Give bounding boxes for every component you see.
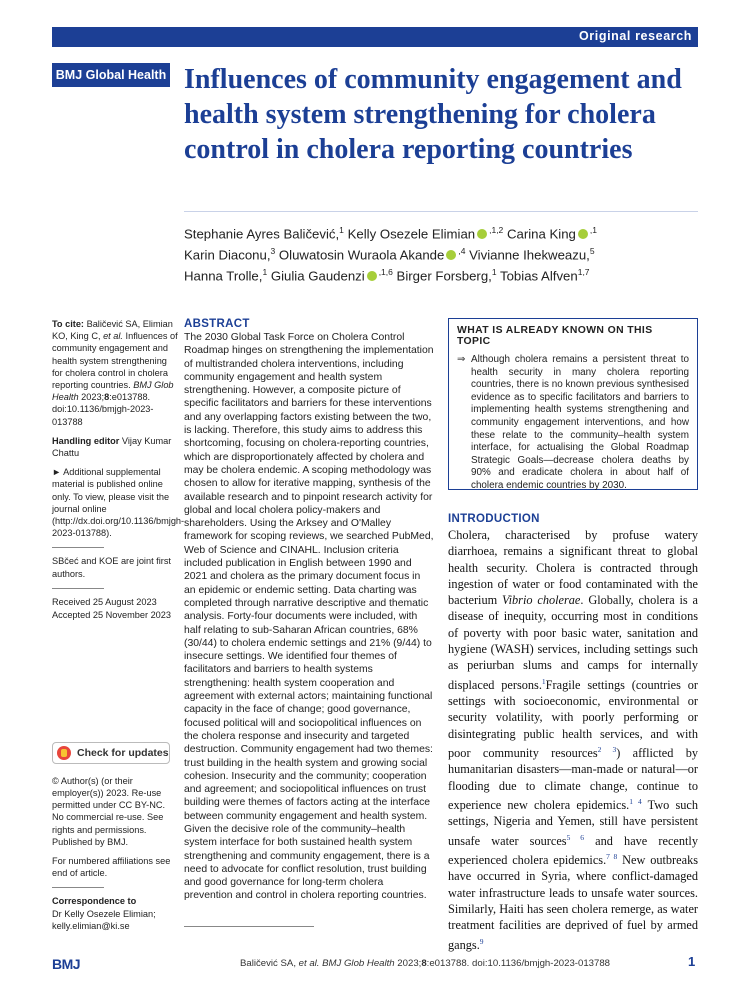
intro-text: Two such settings, Nigeria and Yemen, still have persistent unsafe water sources xyxy=(448,798,698,848)
handling-editor xyxy=(52,435,178,459)
article-title: Influences of community engagement and health system strengthening for cholera control in cholera reporting countries xyxy=(184,64,682,165)
affiliation-ref: 1,7 xyxy=(577,266,590,277)
intro-text: New outbreaks have occurred in Syria, where conflict-damaged water infrastructure leads to unsafe water sources. Similarly, Haiti has seen cholera remerge, as water treatment facilities are deprived of fuel by armed gangs. xyxy=(448,853,698,952)
cite-text-3: 2023; xyxy=(78,392,105,403)
cite-volume: 8 xyxy=(104,392,110,403)
author-name[interactable]: Kelly Osezele Elimian xyxy=(347,226,476,242)
known-topic-box xyxy=(448,318,698,490)
introduction-heading: INTRODUCTION xyxy=(448,513,540,525)
editor-label: Handling editor xyxy=(52,435,120,446)
received-date: Received 25 August 2023 xyxy=(52,596,157,607)
top-banner xyxy=(52,27,698,47)
bmj-logo[interactable]: BMJ xyxy=(52,956,81,972)
intro-text: . Globally, cholera is a disease of inequity, occurring most in conditions of poverty with poor basic water, sanitation and hygiene (WASH) services, including settings such as periurban slums and camps for internally displaced persons. xyxy=(448,593,699,692)
affiliation-ref: 1 xyxy=(339,225,344,235)
dates xyxy=(52,596,178,623)
author-name[interactable]: Stephanie Ayres Baličević, xyxy=(184,226,340,242)
author-name[interactable]: Hanna Trolle, xyxy=(184,268,263,284)
check-for-updates-button[interactable] xyxy=(52,742,170,764)
cite-etal: et al. xyxy=(103,331,123,342)
citation-block xyxy=(52,318,178,428)
sidebar xyxy=(52,318,185,939)
footer-volume: 8 xyxy=(421,958,427,969)
orcid-icon[interactable] xyxy=(477,229,487,239)
page-number: 1 xyxy=(688,954,696,969)
introduction-section xyxy=(448,513,698,953)
arrow-icon: ⇒ xyxy=(457,354,466,365)
correspondence-name: Dr Kelly Osezele Elimian; xyxy=(52,908,156,919)
author-name[interactable]: Vivianne Ihekweazu, xyxy=(469,247,590,263)
journal-brand[interactable]: BMJ Global Health xyxy=(52,63,170,87)
author-name[interactable]: Karin Diaconu, xyxy=(184,247,271,263)
footer-authors: Baličević SA, xyxy=(240,958,299,969)
abstract-text: The 2030 Global Task Force on Cholera Control Roadmap hinges on strengthening the implementation of multistranded cholera interventions, including community engagement and health system strengthening. However, a composite picture of specific facilitators and barriers for these interventions and any overlapping factors existing between the two, is lacking. Therefore, this study aims to address this shortcoming, focusing on cholera-reporting countries, which are disproportionately affected by cholera and may be cholera endemic. A scoping methodology was chosen to allow for iterative mapping, synthesis of the available research and to pinpoint research activity for global and local cholera policy-makers and shareholders. Using the Arksey and O'Malley framework for scoping reviews, we searched PubMed, Web of Science and CINAHL. Inclusion criteria included publication in English between 1990 and 2021 and cholera as the primary document focus in an epidemic or endemic setting. Data charting was completed through narrative descriptive and thematic analysis. Forty-four documents were included, with half relating to sub-Saharan African countries, 68% (30/44) to cholera endemic settings and 21% (9/44) to insecure settings. We identified four themes of facilitators and barriers to health systems strengthening: health system cooperation and agreement with external actors; maintaining functional capacity in the face of change; good governance, focused political will and sociopolitical influences on the cholera response and insecurity and targeted destruction. Community engagement had two themes: trust building in the health system and growing social cohesion. Insecurity and the community; cooperation and agreement; and sociopolitical influences on trust building were themes of factors acting at the interface between community engagement and health system. Given the decisive role of the community–health system interface for both sustained health system strengthening and community engagement, there is a need to advocate for conflict resolution, trust building and good governance for long-term cholera prevention and control in cholera reporting countries. xyxy=(184,332,434,902)
reference-link[interactable]: 7 8 xyxy=(606,852,618,862)
affiliations-note: For numbered affiliations see end of article. xyxy=(52,856,171,879)
copyright-note: © Author(s) (or their employer(s)) 2023. Re-use permitted under CC BY-NC. No commercial re-use. See rights and permissions. Published by BMJ. xyxy=(52,775,166,847)
author-name[interactable]: Oluwatosin Wuraola Akande xyxy=(278,247,445,263)
affiliation-ref: 1 xyxy=(262,266,268,277)
joint-first-note: SBčeć and KOE are joint first authors. xyxy=(52,556,171,579)
footer-year: 2023; xyxy=(394,958,422,969)
correspondence-email[interactable]: kelly.elimian@ki.se xyxy=(52,920,130,931)
cite-journal: BMJ Glob Health xyxy=(52,380,174,403)
introduction-text xyxy=(448,527,698,953)
abstract-heading: ABSTRACT xyxy=(184,318,250,330)
known-topic-heading: WHAT IS ALREADY KNOWN ON THIS TOPIC xyxy=(457,325,653,347)
affiliation-ref: 3 xyxy=(270,245,276,256)
orcid-icon[interactable] xyxy=(367,271,377,281)
divider xyxy=(52,547,104,548)
intro-italic: Vibrio cholerae xyxy=(502,593,581,608)
divider xyxy=(184,926,314,927)
intro-text: and have recently experienced cholera epidemics. xyxy=(448,833,698,868)
author-line-2 xyxy=(184,243,698,264)
divider xyxy=(52,887,104,888)
author-line-1 xyxy=(184,222,698,243)
affiliation-ref: ,4 xyxy=(458,245,466,256)
author-list xyxy=(184,222,698,285)
correspondence-label: Correspondence to xyxy=(52,896,137,907)
divider xyxy=(184,211,698,212)
intro-text: ) afflicted by humanitarian disasters—man-made or natural—or flooding due to climate change, continue to experience new cholera epidemics. xyxy=(448,746,699,813)
orcid-icon[interactable] xyxy=(446,250,456,260)
check-updates-icon xyxy=(57,746,71,760)
supplemental-note[interactable]: ► Additional supplemental material is published online only. To view, please visit the journal online (http://dx.doi.org/10.1136/bmjgh-2023-013788). xyxy=(52,467,185,539)
intro-text: Cholera, characterised by profuse watery diarrhoea, remains a significant threat to global health security. Cholera is contracted through ingestion of water or food contaminated with the bacterium xyxy=(448,528,698,608)
reference-link[interactable]: 5 6 xyxy=(566,832,585,842)
cite-doi[interactable]: :e013788. doi:10.1136/bmjgh-2023-013788 xyxy=(52,392,154,427)
check-updates-label: Check for updates xyxy=(77,746,169,759)
intro-text: Fragile settings (countries or settings with socioeconomic, environmental or security volatility, with poorly performing or disintegrating public health services, and with poor community resources xyxy=(448,677,698,761)
abstract-section xyxy=(184,318,434,903)
affiliation-ref: 1 xyxy=(491,266,497,277)
orcid-icon[interactable] xyxy=(578,229,588,239)
editor-name: Vijay Kumar Chattu xyxy=(52,435,172,459)
author-name[interactable]: Tobias Alfven xyxy=(500,268,578,284)
reference-link[interactable]: 1 xyxy=(541,676,546,686)
author-name[interactable]: Birger Forsberg, xyxy=(396,268,492,284)
correspondence xyxy=(52,895,178,932)
section-tag: Original research xyxy=(578,29,692,43)
author-name[interactable]: Giulia Gaudenzi xyxy=(270,268,365,284)
reference-link[interactable]: 2 3 xyxy=(597,744,617,754)
affiliation-ref: ,1,2 xyxy=(489,225,504,235)
footer-journal: et al. BMJ Glob Health xyxy=(298,958,395,969)
author-line-3 xyxy=(184,264,698,285)
reference-link[interactable]: 1 4 xyxy=(629,796,642,806)
accepted-date: Accepted 25 November 2023 xyxy=(52,610,172,621)
footer-doi: :e013788. doi:10.1136/bmjgh-2023-013788 xyxy=(426,958,610,969)
affiliation-ref: 5 xyxy=(589,245,595,256)
known-topic-item xyxy=(457,354,689,493)
affiliation-ref: ,1,6 xyxy=(378,266,393,277)
affiliation-ref: ,1 xyxy=(589,225,597,235)
cite-label: To cite: xyxy=(52,319,84,329)
known-topic-text: Although cholera remains a persistent threat to health security in many cholera reporting countries, there is no known previous synthesised evidence as to specific facilitators and barriers to implementing health systems strengthening and community engagement interventions, and how these relate to the community–health system interface, for actualising the Global Roadmap Strategic Goals—decrease cholera deaths by 90% and eradicate cholera in about half of cholera endemic countries by 2030. xyxy=(471,354,689,491)
author-name[interactable]: Carina King xyxy=(506,226,576,242)
divider xyxy=(52,588,104,589)
cite-text: Baličević SA, Elimian KO, King C, xyxy=(52,319,173,342)
cite-text-2: Influences of community engagement and health system strengthening for cholera control in cholera reporting countries. xyxy=(52,331,178,391)
footer-citation xyxy=(240,958,610,969)
reference-link[interactable]: 9 xyxy=(479,936,484,946)
